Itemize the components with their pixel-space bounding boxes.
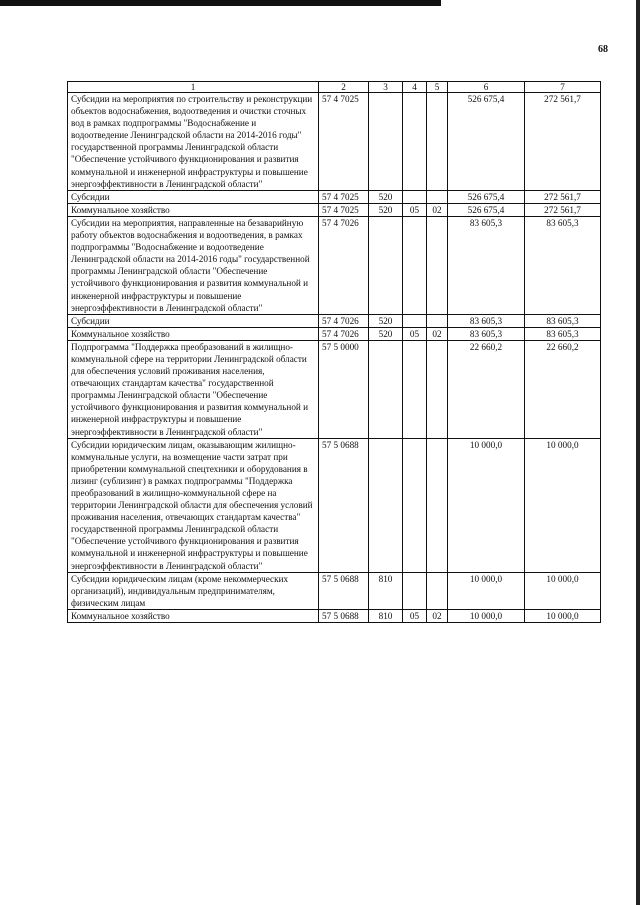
row-amount-year2-cell: 272 561,7 bbox=[525, 190, 601, 203]
row-name-cell: Субсидии bbox=[68, 190, 319, 203]
row-subsection-cell bbox=[427, 314, 448, 327]
column-header: 3 bbox=[369, 82, 403, 93]
row-name-cell: Коммунальное хозяйство bbox=[68, 327, 319, 340]
row-amount-year2-cell: 272 561,7 bbox=[525, 93, 601, 191]
table-row bbox=[68, 203, 601, 216]
row-name-cell: Подпрограмма "Поддержка преобразований в жилищно-коммунальной сфере на территории Ленинградской области для обеспечения условий проживания населения, отвечающих стандартам качества" государственной программы Ленинградской области "Обеспечение устойчивого функционирования и развития коммунальной и инженерной инфраструктуры и повышение энергоэффективности в Ленинградской области" bbox=[68, 340, 319, 438]
row-amount-year1-cell: 526 675,4 bbox=[448, 93, 525, 191]
column-header: 5 bbox=[427, 82, 448, 93]
row-expense-type-cell bbox=[369, 340, 403, 438]
row-amount-year2-cell: 83 605,3 bbox=[525, 216, 601, 314]
row-section-cell bbox=[403, 93, 427, 191]
row-name-cell: Коммунальное хозяйство bbox=[68, 609, 319, 622]
row-amount-year2-cell: 83 605,3 bbox=[525, 327, 601, 340]
row-expense-type-cell bbox=[369, 93, 403, 191]
row-expense-type-cell bbox=[369, 216, 403, 314]
row-amount-year2-cell: 22 660,2 bbox=[525, 340, 601, 438]
row-name-cell: Субсидии на мероприятия по строительству и реконструкции объектов водоснабжения, водоотведения и очистки сточных вод в рамках подпрограммы "Водоснабжение и водоотведение Ленинградской области на 2014-2016 годы" государственной программы Ленинградской области "Обеспечение устойчивого функционирования и развития коммунальной и инженерной инфраструктуры и повышение энергоэффективности в Ленинградской области" bbox=[68, 93, 319, 191]
page-number: 68 bbox=[598, 44, 608, 55]
table-row bbox=[68, 314, 601, 327]
row-amount-year1-cell: 10 000,0 bbox=[448, 609, 525, 622]
row-expense-type-cell: 520 bbox=[369, 190, 403, 203]
row-amount-year2-cell: 10 000,0 bbox=[525, 609, 601, 622]
row-expense-type-cell: 520 bbox=[369, 203, 403, 216]
row-subsection-cell: 02 bbox=[427, 609, 448, 622]
row-section-cell: 05 bbox=[403, 609, 427, 622]
table-row bbox=[68, 327, 601, 340]
row-section-cell bbox=[403, 572, 427, 609]
row-name-cell: Субсидии bbox=[68, 314, 319, 327]
row-code-cell: 57 4 7026 bbox=[319, 327, 369, 340]
table-row bbox=[68, 340, 601, 438]
row-code-cell: 57 5 0000 bbox=[319, 340, 369, 438]
row-amount-year2-cell: 10 000,0 bbox=[525, 438, 601, 572]
row-subsection-cell: 02 bbox=[427, 327, 448, 340]
row-section-cell bbox=[403, 190, 427, 203]
row-code-cell: 57 5 0688 bbox=[319, 438, 369, 572]
row-amount-year2-cell: 83 605,3 bbox=[525, 314, 601, 327]
table-header-row bbox=[68, 82, 601, 93]
row-code-cell: 57 4 7025 bbox=[319, 93, 369, 191]
table-row bbox=[68, 609, 601, 622]
row-code-cell: 57 5 0688 bbox=[319, 609, 369, 622]
column-header: 4 bbox=[403, 82, 427, 93]
row-amount-year1-cell: 526 675,4 bbox=[448, 203, 525, 216]
row-section-cell: 05 bbox=[403, 327, 427, 340]
row-code-cell: 57 4 7025 bbox=[319, 203, 369, 216]
row-amount-year2-cell: 272 561,7 bbox=[525, 203, 601, 216]
row-expense-type-cell bbox=[369, 438, 403, 572]
row-name-cell: Субсидии юридическим лицам (кроме некоммерческих организаций), индивидуальным предпринимателям, физическим лицам bbox=[68, 572, 319, 609]
row-code-cell: 57 4 7025 bbox=[319, 190, 369, 203]
row-code-cell: 57 5 0688 bbox=[319, 572, 369, 609]
table-row bbox=[68, 572, 601, 609]
row-subsection-cell bbox=[427, 190, 448, 203]
row-amount-year2-cell: 10 000,0 bbox=[525, 572, 601, 609]
budget-table bbox=[67, 81, 601, 623]
row-code-cell: 57 4 7026 bbox=[319, 216, 369, 314]
row-section-cell bbox=[403, 314, 427, 327]
row-subsection-cell bbox=[427, 438, 448, 572]
scan-edge-right bbox=[636, 0, 640, 905]
column-header: 6 bbox=[448, 82, 525, 93]
row-expense-type-cell: 520 bbox=[369, 314, 403, 327]
row-amount-year1-cell: 83 605,3 bbox=[448, 314, 525, 327]
row-amount-year1-cell: 83 605,3 bbox=[448, 327, 525, 340]
row-subsection-cell bbox=[427, 93, 448, 191]
row-name-cell: Коммунальное хозяйство bbox=[68, 203, 319, 216]
row-amount-year1-cell: 22 660,2 bbox=[448, 340, 525, 438]
row-section-cell bbox=[403, 340, 427, 438]
row-section-cell bbox=[403, 216, 427, 314]
column-header: 2 bbox=[319, 82, 369, 93]
column-header: 7 bbox=[525, 82, 601, 93]
row-subsection-cell: 02 bbox=[427, 203, 448, 216]
row-subsection-cell bbox=[427, 216, 448, 314]
row-expense-type-cell: 810 bbox=[369, 609, 403, 622]
table-row bbox=[68, 93, 601, 191]
row-amount-year1-cell: 83 605,3 bbox=[448, 216, 525, 314]
column-header: 1 bbox=[68, 82, 319, 93]
row-section-cell: 05 bbox=[403, 203, 427, 216]
row-name-cell: Субсидии юридическим лицам, оказывающим жилищно-коммунальные услуги, на возмещение части затрат при приобретении коммунальной спецтехники и оборудования в лизинг (сублизинг) в рамках подпрограммы "Поддержка преобразований в жилищно-коммунальной сфере на территории Ленинградской области для обеспечения условий проживания населения, отвечающих стандартам качества" государственной программы Ленинградской области "Обеспечение устойчивого функционирования и развития коммунальной и инженерной инфраструктуры и повышение энергоэффективности в Ленинградской области" bbox=[68, 438, 319, 572]
row-section-cell bbox=[403, 438, 427, 572]
row-amount-year1-cell: 10 000,0 bbox=[448, 438, 525, 572]
row-amount-year1-cell: 10 000,0 bbox=[448, 572, 525, 609]
row-name-cell: Субсидии на мероприятия, направленные на безаварийную работу объектов водоснабжения и водоотведения, в рамках подпрограммы "Водоснабжение и водоотведение Ленинградской области на 2014-2016 годы" государственной программы Ленинградской области "Обеспечение устойчивого функционирования и развития коммунальной и инженерной инфраструктуры и повышение энергоэффективности в Ленинградской области" bbox=[68, 216, 319, 314]
row-expense-type-cell: 810 bbox=[369, 572, 403, 609]
row-code-cell: 57 4 7026 bbox=[319, 314, 369, 327]
row-subsection-cell bbox=[427, 572, 448, 609]
table-row bbox=[68, 216, 601, 314]
row-amount-year1-cell: 526 675,4 bbox=[448, 190, 525, 203]
row-subsection-cell bbox=[427, 340, 448, 438]
row-expense-type-cell: 520 bbox=[369, 327, 403, 340]
table-row bbox=[68, 190, 601, 203]
table-row bbox=[68, 438, 601, 572]
scan-edge-top bbox=[0, 0, 441, 6]
